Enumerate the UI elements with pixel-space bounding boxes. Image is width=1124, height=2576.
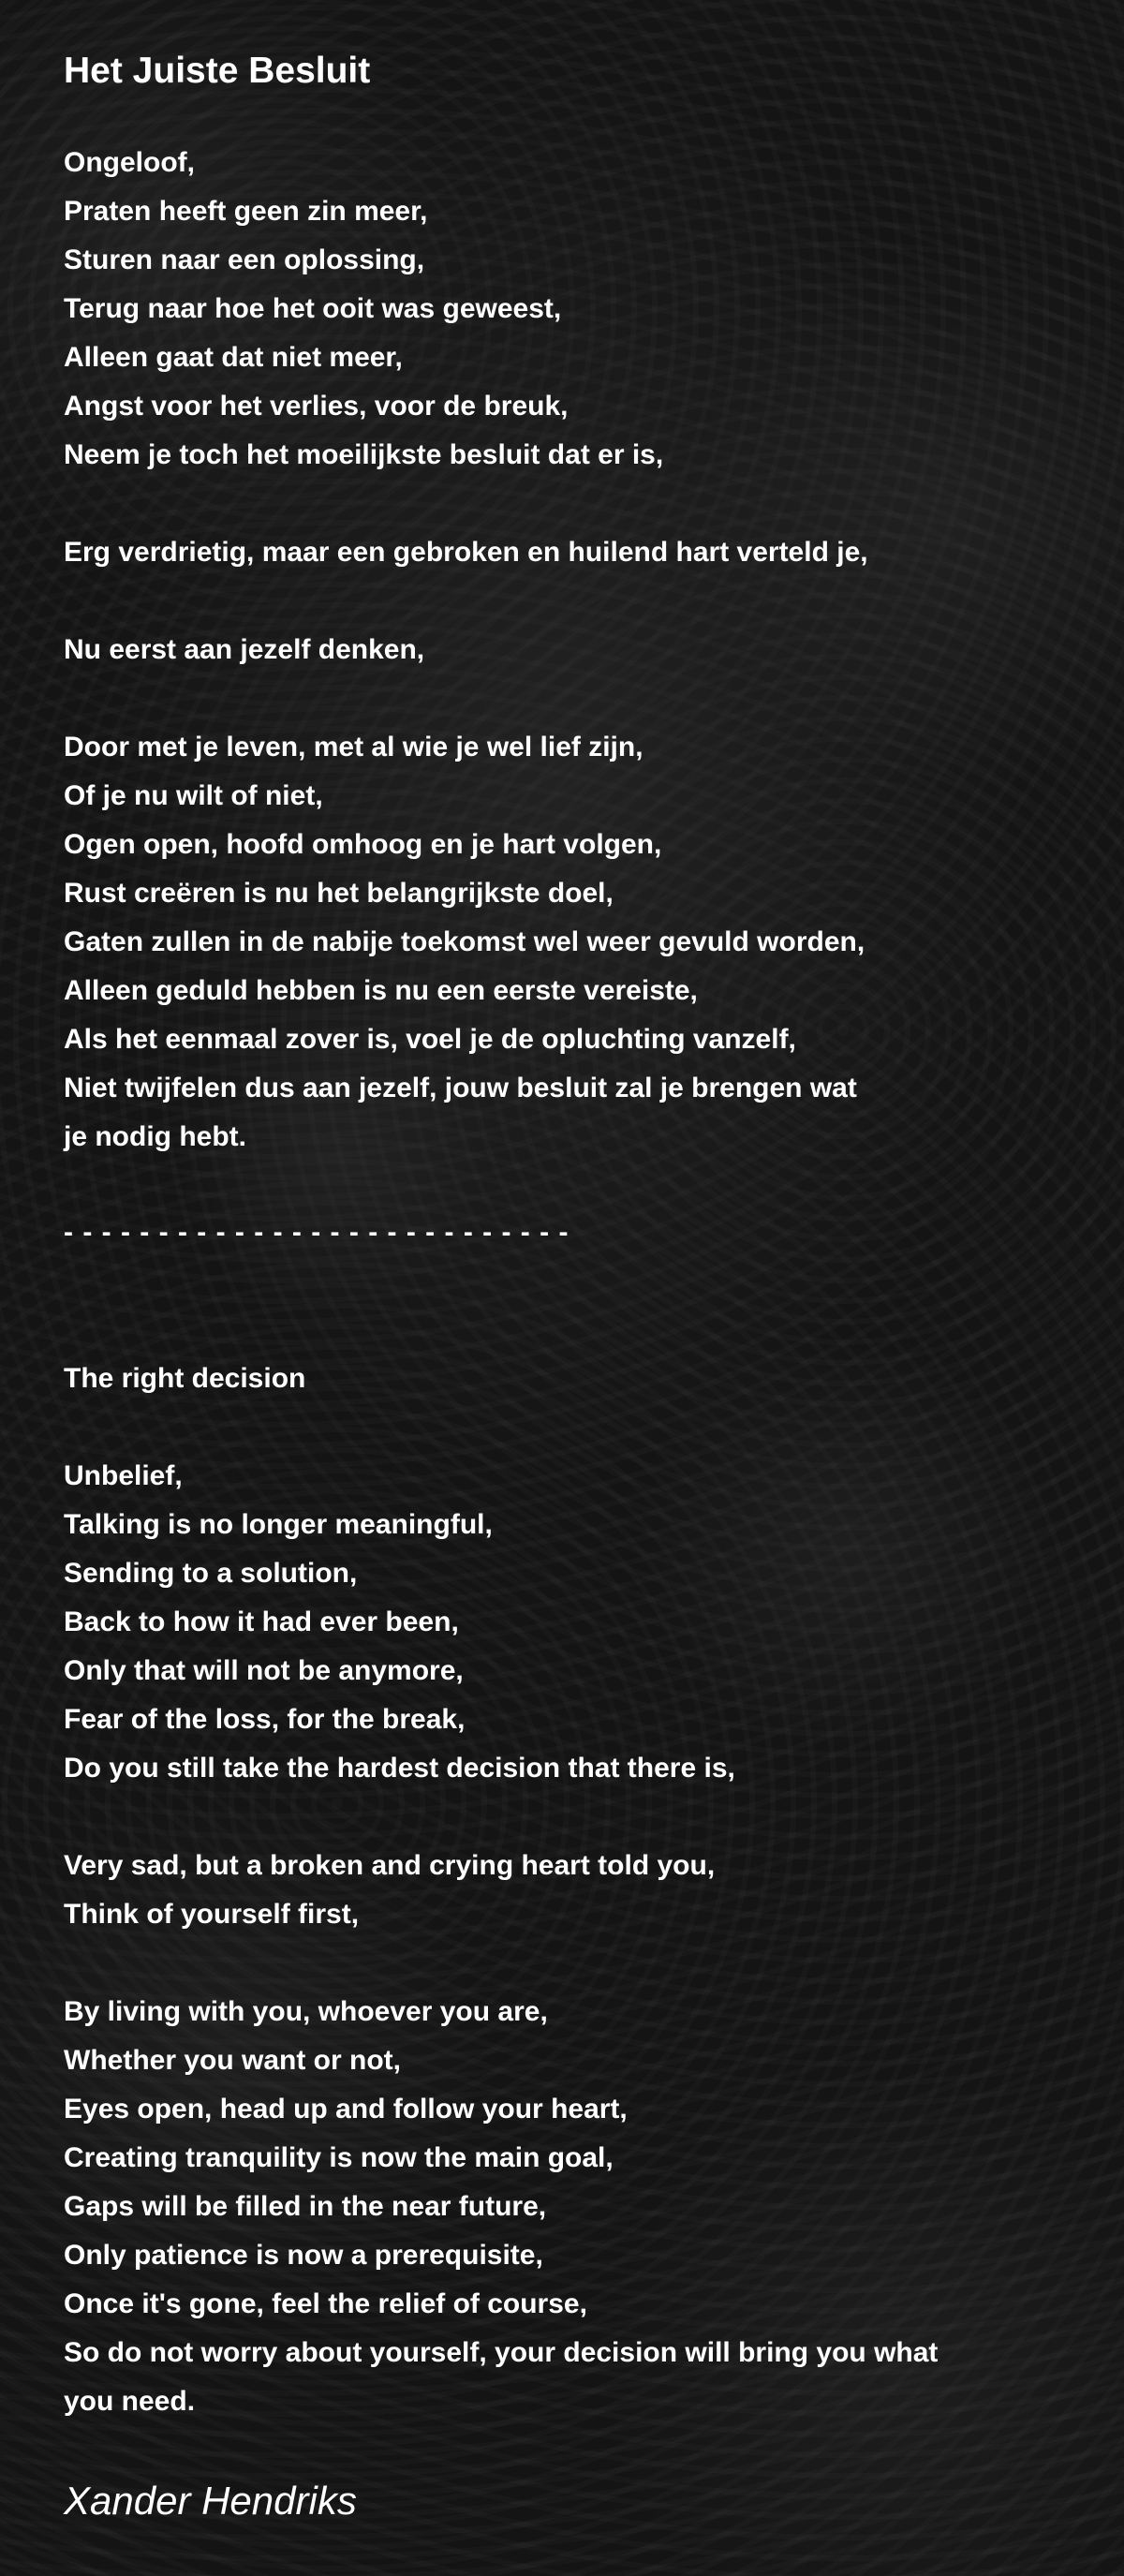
poem-line: Gaps will be filled in the near future,: [64, 2191, 547, 2222]
english-title: The right decision: [64, 1363, 306, 1394]
poem-line: Door met je leven, met al wie je wel lief zijn,: [64, 732, 643, 762]
poem-line: Sending to a solution,: [64, 1558, 358, 1589]
poem-line: Whether you want or not,: [64, 2045, 401, 2076]
poem-line: you need.: [64, 2386, 196, 2417]
poem-line: Alleen gaat dat niet meer,: [64, 342, 403, 373]
poem-container: [64, 45, 1060, 2527]
poem-line: Only that will not be anymore,: [64, 1655, 464, 1686]
poem-line: Alleen geduld hebben is nu een eerste vereiste,: [64, 975, 698, 1006]
poem-line: Sturen naar een oplossing,: [64, 244, 425, 275]
poem-line: Ogen open, hoofd omhoog en je hart volgen,: [64, 829, 662, 860]
poem-line: Think of yourself first,: [64, 1899, 360, 1930]
english-stanza: [64, 1988, 1060, 2426]
poem-line: Eyes open, head up and follow your heart,: [64, 2094, 628, 2124]
poem-line: Unbelief,: [64, 1460, 183, 1491]
dutch-stanza: [64, 723, 1060, 1162]
poem-line: Fear of the loss, for the break,: [64, 1704, 466, 1735]
poem-line: Erg verdrietig, maar een gebroken en huilend hart verteld je,: [64, 537, 868, 568]
author-name: Xander Hendriks: [64, 2479, 357, 2523]
poem-line: Only patience is now a prerequisite,: [64, 2240, 543, 2271]
dutch-stanza: [64, 139, 1060, 480]
poem-line: Nu eerst aan jezelf denken,: [64, 634, 425, 665]
poem-line: Ongeloof,: [64, 147, 195, 178]
poem-line: Neem je toch het moeilijkste besluit dat er is,: [64, 439, 664, 470]
poem-title: Het Juiste Besluit: [64, 51, 371, 91]
poem-line: Creating tranquility is now the main goal,: [64, 2142, 614, 2173]
poem-line: Talking is no longer meaningful,: [64, 1509, 493, 1540]
poem-line: Do you still take the hardest decision that there is,: [64, 1753, 735, 1784]
english-stanza: [64, 1452, 1060, 1793]
english-title-stanza: [64, 1355, 1060, 1403]
dutch-stanza: [64, 528, 1060, 577]
poem-line: Of je nu wilt of niet,: [64, 780, 323, 811]
separator-line: - - - - - - - - - - - - - - - - - - - - - - - - - - -: [64, 1217, 569, 1248]
poem-line: Praten heeft geen zin meer,: [64, 196, 428, 227]
english-stanza: [64, 1842, 1060, 1939]
poem-line: Angst voor het verlies, voor de breuk,: [64, 391, 569, 422]
poem-line: Back to how it had ever been,: [64, 1606, 459, 1637]
poem-line: Niet twijfelen dus aan jezelf, jouw besluit zal je brengen wat: [64, 1073, 857, 1103]
poem-line: Terug naar hoe het ooit was geweest,: [64, 293, 562, 324]
poem-line: je nodig hebt.: [64, 1121, 246, 1152]
poem-line: Very sad, but a broken and crying heart told you,: [64, 1850, 716, 1881]
poem-line: Als het eenmaal zover is, voel je de opluchting vanzelf,: [64, 1024, 796, 1055]
poem-line: Once it's gone, feel the relief of course,: [64, 2288, 587, 2319]
dutch-stanza: [64, 626, 1060, 674]
poem-line: Gaten zullen in de nabije toekomst wel weer gevuld worden,: [64, 926, 865, 957]
poem-line: So do not worry about yourself, your decision will bring you what: [64, 2337, 939, 2368]
poem-line: By living with you, whoever you are,: [64, 1996, 548, 2027]
poem-line: Rust creëren is nu het belangrijkste doel,: [64, 878, 614, 909]
